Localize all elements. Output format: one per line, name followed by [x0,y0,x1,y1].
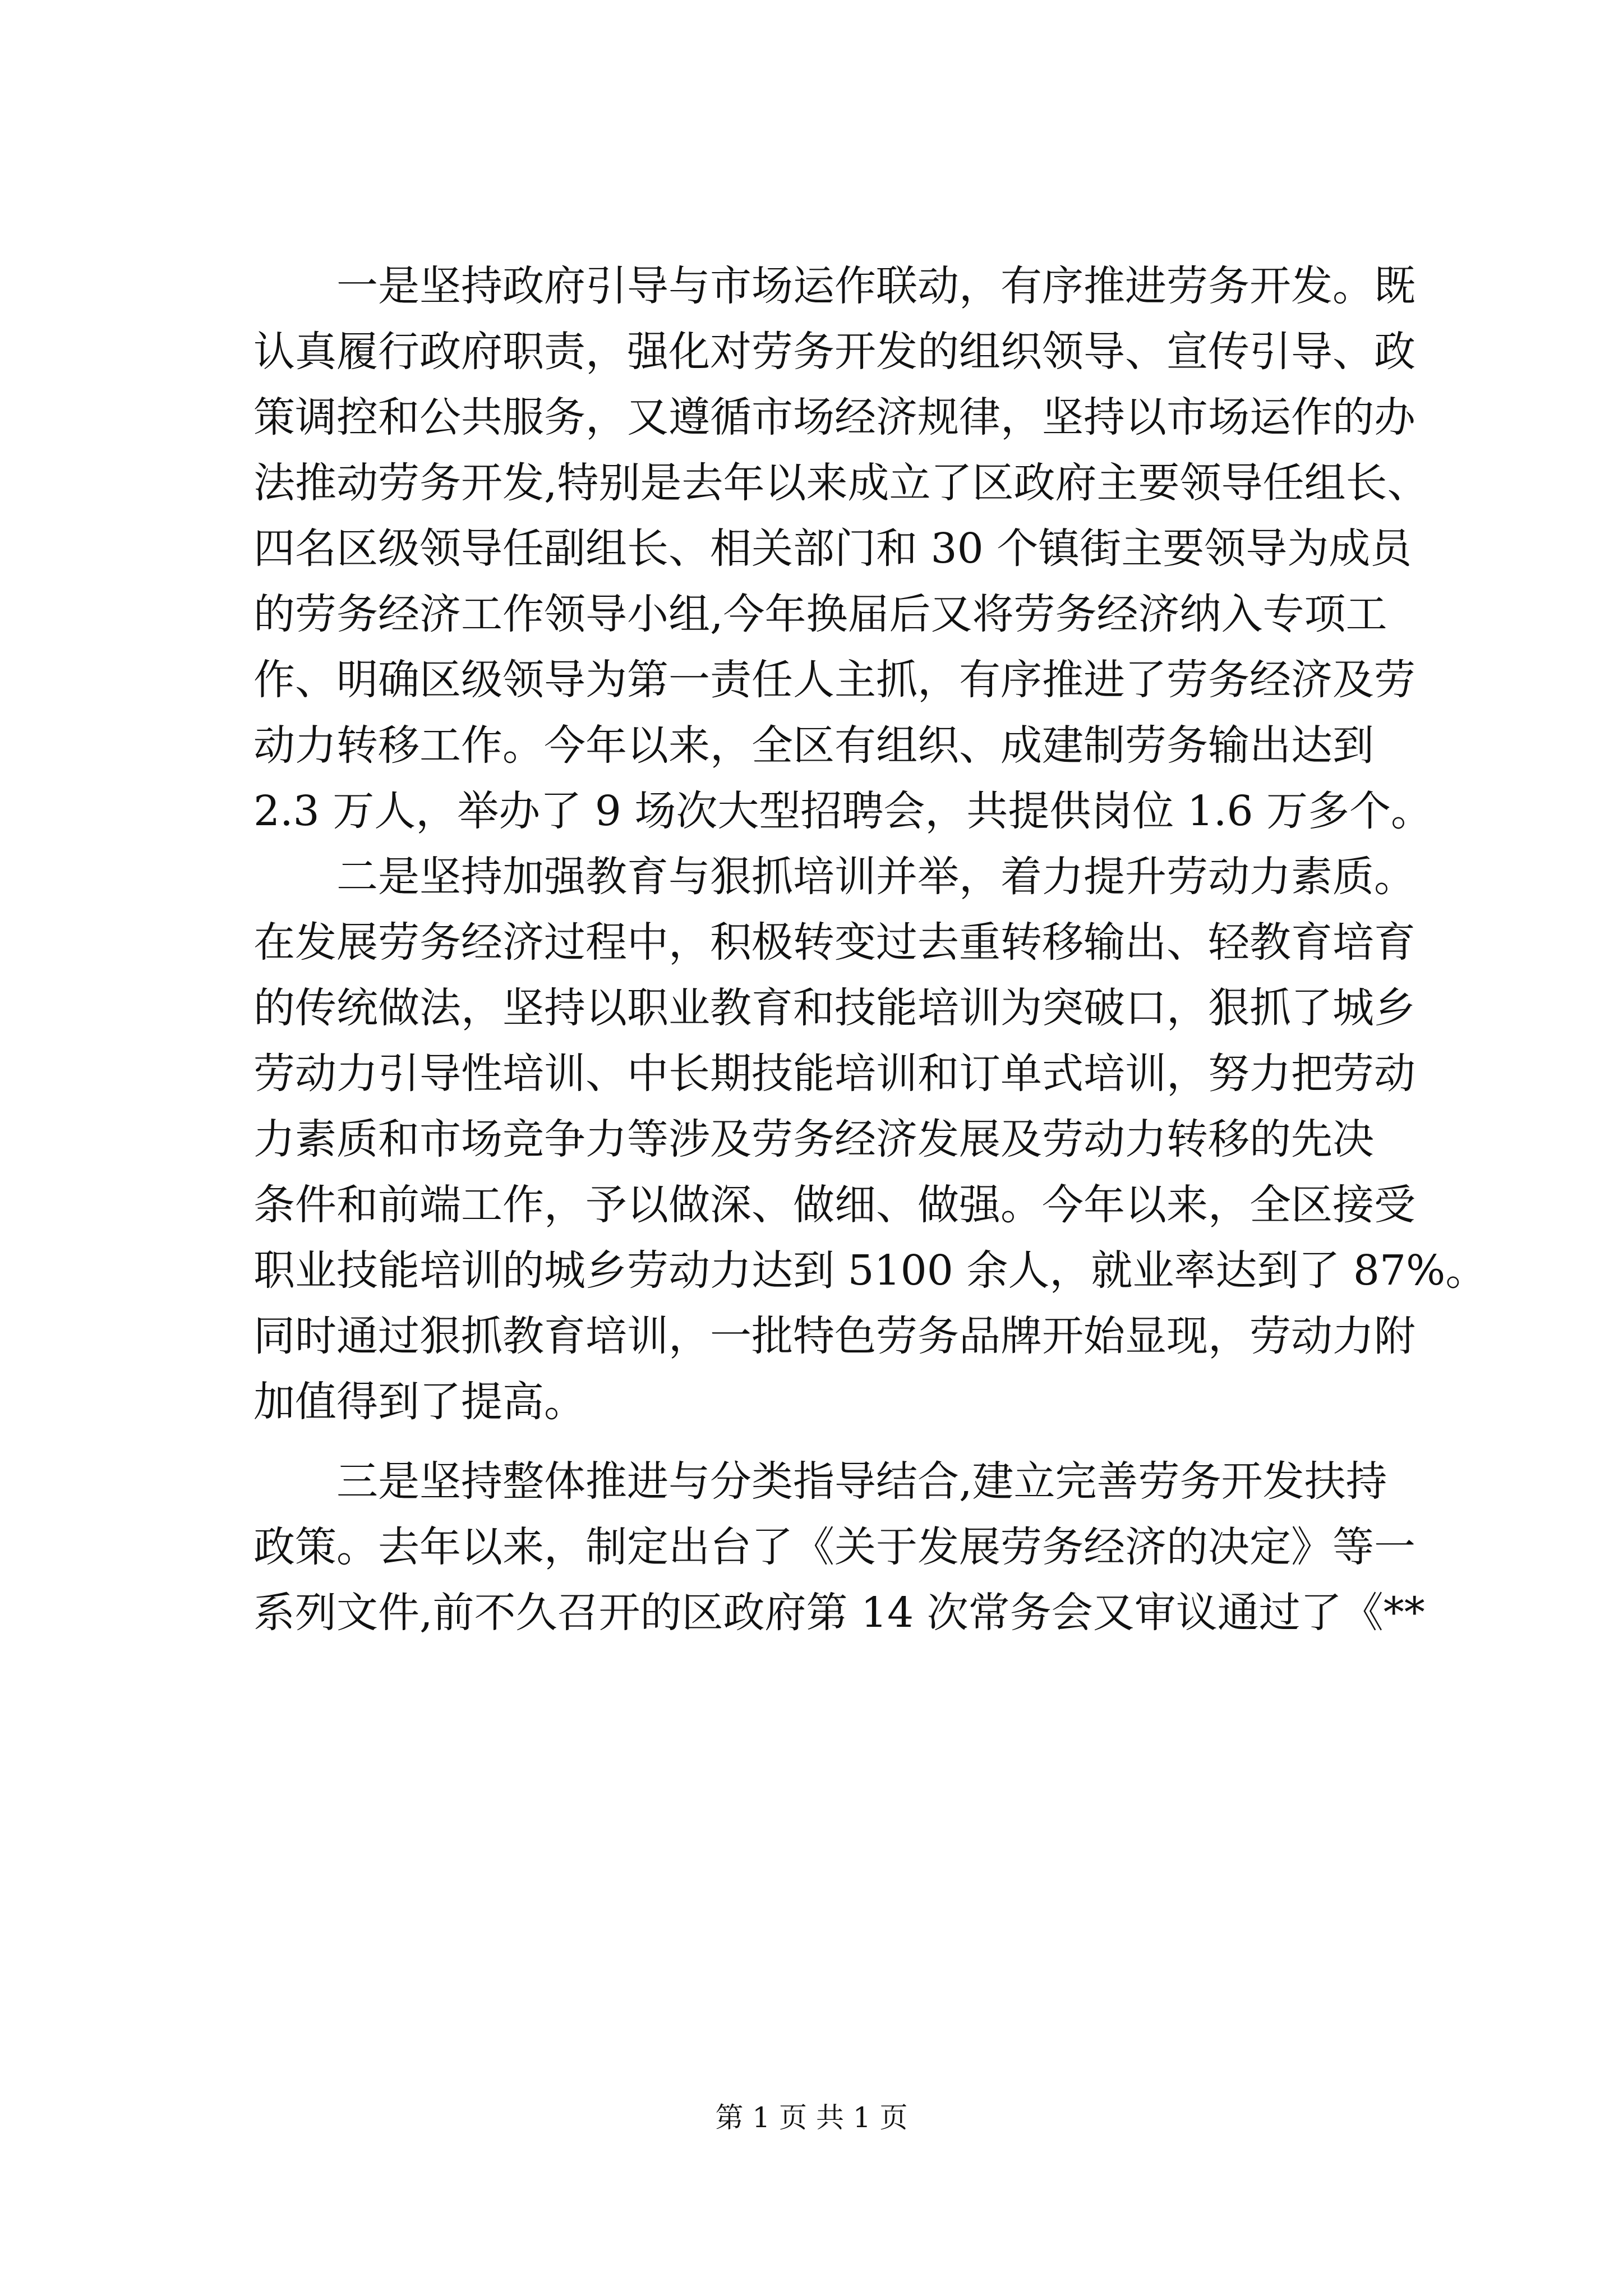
paragraph-2-line-6: 条件和前端工作，予以做深、做细、做强。今年以来，全区接受 [253,1181,1415,1229]
paragraph-3-line-1: 三是坚持整体推进与分类指导结合,建立完善劳务开发扶持 [336,1457,1387,1506]
paragraph-1-line-6: 的劳务经济工作领导小组,今年换届后又将劳务经济纳入专项工 [253,590,1387,638]
paragraph-1-line-1: 一是坚持政府引导与市场运作联动，有序推进劳务开发。既 [336,262,1415,310]
paragraph-3-line-2: 政策。去年以来，制定出台了《关于发展劳务经济的决定》等一 [253,1523,1415,1571]
paragraph-2-line-3: 的传统做法，坚持以职业教育和技能培训为突破口，狠抓了城乡 [253,984,1415,1032]
paragraph-2-line-1: 二是坚持加强教育与狠抓培训并举，着力提升劳动力素质。 [336,853,1415,901]
paragraph-1-line-7: 作、明确区级领导为第一责任人主抓，有序推进了劳务经济及劳 [253,656,1415,704]
page-footer [0,2098,1623,2137]
paragraph-1-line-4: 法推动劳务开发,特别是去年以来成立了区政府主要领导任组长、 [253,459,1429,507]
paragraph-2-line-7: 职业技能培训的城乡劳动力达到 5100 余人，就业率达到了 87%。 [253,1246,1487,1295]
paragraph-2-line-5: 力素质和市场竞争力等涉及劳务经济发展及劳动力转移的先决 [253,1115,1374,1163]
paragraph-1-line-9: 2.3 万人，举办了 9 场次大型招聘会，共提供岗位 1.6 万多个。 [253,787,1433,835]
paragraph-1-line-8: 动力转移工作。今年以来，全区有组织、成建制劳务输出达到 [253,721,1374,770]
paragraph-3-line-3: 系列文件,前不久召开的区政府第 14 次常务会又审议通过了《** [253,1589,1425,1637]
paragraph-2-line-8: 同时通过狠抓教育培训，一批特色劳务品牌开始显现，劳动力附 [253,1312,1415,1360]
paragraph-2-line-4: 劳动力引导性培训、中长期技能培训和订单式培训，努力把劳动 [253,1050,1415,1098]
paragraph-2-line-2: 在发展劳务经济过程中，积极转变过去重转移输出、轻教育培育 [253,918,1415,967]
paragraph-2-line-9: 加值得到了提高。 [253,1378,585,1426]
paragraph-1-line-5: 四名区级领导任副组长、相关部门和 30 个镇街主要领导为成员 [253,524,1412,573]
paragraph-1-line-2: 认真履行政府职责，强化对劳务开发的组织领导、宣传引导、政 [253,328,1415,376]
paragraph-1-line-3: 策调控和公共服务，又遵循市场经济规律，坚持以市场运作的办 [253,393,1415,441]
page-number-label: 第 1 页 共 1 页 [715,2101,908,2134]
